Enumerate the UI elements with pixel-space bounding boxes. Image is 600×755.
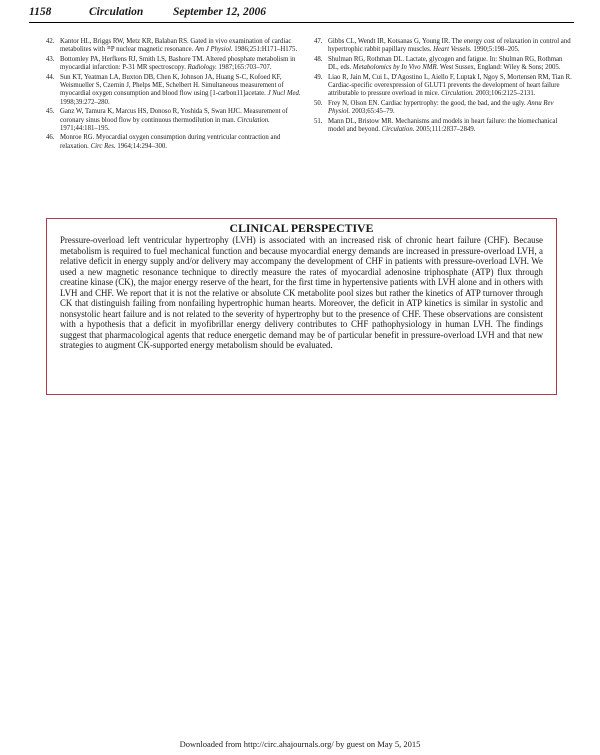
journal-name: Circulation: [89, 6, 144, 18]
reference-number: 44.: [46, 73, 55, 81]
reference-text: Liao R, Jain M, Cui L, D'Agostino L, Aiello F, Luptak I, Ngoy S, Mortensen RM, Tian R. Cardiac-specific overexpression of GLUT1 prevents the development of heart failure attributable to pressure overload in mice.: [328, 73, 572, 98]
reference-number: 43.: [46, 55, 55, 63]
reference-text: Mann DL, Bristow MR. Mechanisms and models in heart failure: the biomechanical model and beyond.: [328, 117, 558, 134]
reference-text: Monroe RG. Myocardial oxygen consumption during ventricular contraction and relaxation.: [60, 134, 281, 150]
reference-citation: 1990;5:198–205.: [473, 46, 520, 54]
reference-journal: Radiology.: [187, 64, 217, 72]
reference-citation: 2003;65:45–79.: [351, 108, 395, 116]
reference-citation: 1987;165:703–707.: [218, 64, 272, 72]
reference-item: [46, 134, 304, 151]
reference-citation: 2003;106:2125–2131.: [475, 90, 536, 98]
download-footer: Downloaded from http://circ.ahajournals.org/ by guest on May 5, 2015: [179, 739, 421, 749]
reference-item: [314, 38, 572, 55]
reference-number: 49.: [314, 73, 323, 81]
reference-item: [314, 118, 572, 135]
reference-text: Sun KT, Yeatman LA, Buxton DB, Chen K, Johnson JA, Huang S-C, Kofoed KF, Weismueller S, Czernin J, Phelps ME, Schelbert H. Simultaneous measurement of myocardial oxygen consumption and blood flow using [1-carbon11]acetate.: [60, 73, 284, 98]
reference-item: [314, 100, 572, 117]
reference-journal: Circ Res.: [90, 142, 116, 150]
reference-number: 51.: [314, 117, 323, 125]
reference-number: 50.: [314, 99, 323, 107]
reference-journal: Annu Rev Physiol.: [328, 99, 554, 116]
references-left-column: [46, 38, 304, 152]
reference-citation: West Sussex, England: Wiley & Sons; 2005.: [439, 64, 561, 72]
reference-journal: Circulation.: [441, 90, 474, 98]
reference-text: Shulman RG, Rothman DL. Lactate, glycogen and fatigue. In: Shulman RG, Rothman DL, eds.: [328, 55, 563, 72]
clinical-perspective-title: CLINICAL PERSPECTIVE: [229, 221, 374, 235]
reference-number: 46.: [46, 134, 55, 142]
reference-item: [314, 74, 572, 99]
reference-citation: 1971;44:181–195.: [60, 125, 110, 133]
clinical-perspective-box: [46, 218, 557, 395]
reference-item: [46, 74, 304, 108]
reference-number: 42.: [46, 38, 55, 45]
reference-journal: Circulation.: [237, 116, 270, 124]
reference-citation: 1998;39:272–280.: [60, 98, 110, 106]
reference-item: [314, 56, 572, 73]
reference-text: Gibbs CL, Wendt IR, Kotsanas G, Young IR. The energy cost of relaxation in control and hypertrophic rabbit papillary muscles.: [328, 38, 571, 54]
reference-citation: 2005;111:2837–2849.: [416, 126, 476, 134]
reference-journal: J Nucl Med.: [267, 90, 301, 98]
reference-citation: 1986;251:H171–H175.: [234, 46, 298, 54]
reference-journal: Heart Vessels.: [433, 46, 472, 54]
clinical-perspective-body: Pressure-overload left ventricular hypertrophy (LVH) is associated with an increased risk of chronic heart failure (CHF). Because metabolism is required to fuel mechanical function and because myocardial energy demands are increased in pressure-overload LVH, a relative deficit in energy supply and/or delivery may accompany the development of CHF in patients with pressure-overload LVH. We used a new magnetic resonance technique to directly measure the rates of myocardial adenosine triphosphate (ATP) flux through creatine kinase (CK), the major energy reserve of the heart, for the first time in hypertensive patients with LVH alone and in others with LVH and CHF. We report that it is not the relative or absolute CK metabolite pool sizes but rather the kinetics of ATP turnover through CK that distinguish failing from nonfailing hypertrophic human hearts. Moreover, the deficit in ATP kinetics is similar in systolic and nonsystolic heart failure and is not related to the severity of hypertrophy but to the presence of CHF. These observations are consistent with a hypothesis that a deficit in myofibrillar energy delivery contributes to CHF pathophysiology in human LVH. The findings suggest that pharmacological agents that reduce energetic demand may be of particular benefit in pressure-overload LVH and that new strategies to augment CK-supported energy metabolism should be evaluated.: [60, 235, 543, 350]
reference-journal: Circulation.: [381, 126, 415, 134]
reference-text: Frey N, Olson EN. Cardiac hypertrophy: the good, the bad, and the ugly.: [328, 99, 526, 107]
reference-journal: Metabolomics by In Vivo NMR.: [352, 64, 439, 72]
issue-date: September 12, 2006: [173, 6, 266, 18]
reference-item: [46, 38, 304, 55]
reference-number: 48.: [314, 55, 323, 63]
running-header: [29, 6, 574, 22]
reference-number: 45.: [46, 108, 55, 116]
page-number: 1158: [29, 6, 52, 18]
reference-item: [46, 108, 304, 133]
reference-citation: 1964;14:294–300.: [117, 142, 167, 150]
references-right-column: [314, 38, 572, 135]
reference-text: Kantor HL, Briggs RW, Metz KR, Balaban RS. Gated in vivo examination of cardiac metabolites with ³¹P nuclear magnetic resonance.: [60, 38, 292, 54]
reference-number: 47.: [314, 38, 323, 45]
reference-item: [46, 56, 304, 73]
reference-text: Ganz W, Tamura K, Marcus HS, Donoso R, Yoshida S, Swan HJC. Measurement of coronary sinus blood flow by continuous thermodilution in man.: [60, 108, 288, 124]
header-rule: [29, 22, 574, 23]
reference-journal: Am J Physiol.: [195, 46, 233, 54]
reference-text: Bottomley PA, Herfkens RJ, Smith LS, Bashore TM. Altered phosphate metabolism in myocardial infarction: P-31 MR spectroscopy.: [60, 55, 296, 72]
